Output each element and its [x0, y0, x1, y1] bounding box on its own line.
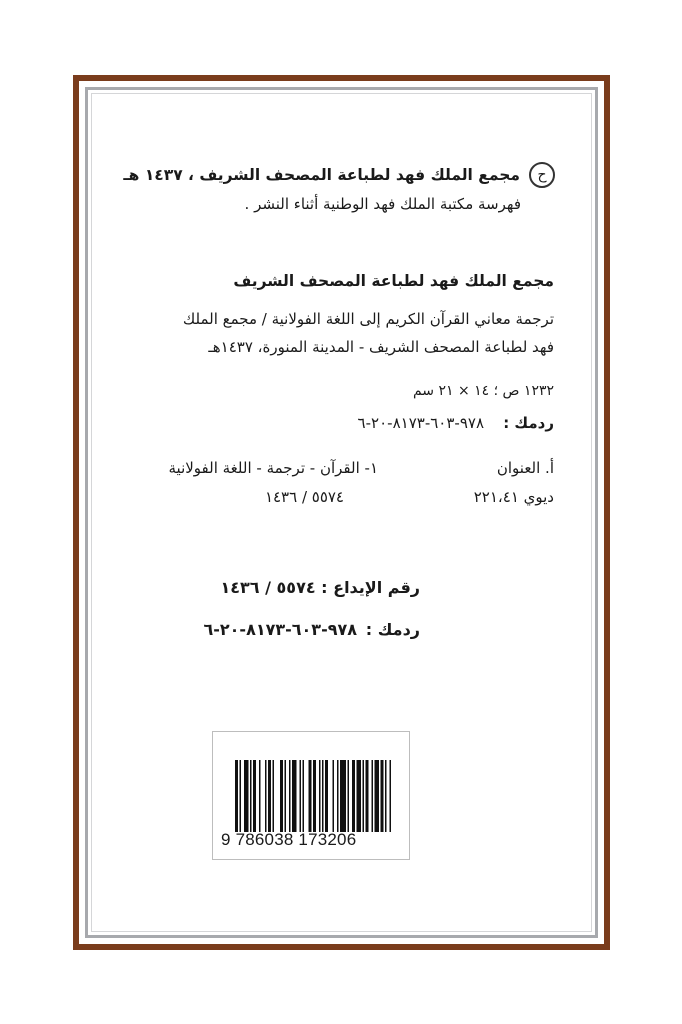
barcode-number: 9 786038 173206: [221, 830, 357, 849]
barcode: [212, 731, 410, 860]
dewey-class: ديوي ٢٢١،٤١: [473, 488, 554, 506]
title-entry: أ. العنوان: [496, 459, 554, 477]
copyright-line: مجمع الملك فهد لطباعة المصحف الشريف ، ١٤٣٧ هـ: [123, 166, 520, 184]
isbn-label: ردمك :: [503, 414, 554, 432]
dewey-number: ٥٥٧٤ / ١٤٣٦: [264, 488, 344, 506]
catalog-line: فهرسة مكتبة الملك فهد الوطنية أثناء النشر .: [244, 195, 521, 213]
deposit-number: رقم الإيداع : ٥٥٧٤ / ١٤٣٦: [220, 578, 420, 597]
pages-size: ١٢٣٢ ص ؛ ١٤ × ٢١ سم: [412, 383, 554, 399]
subjects-line: ١- القرآن - ترجمة - اللغة الفولانية: [168, 459, 378, 477]
title-line-2: فهد لطباعة المصحف الشريف - المدينة المنورة، ١٤٣٧هـ: [208, 338, 554, 356]
isbn-value: ٩٧٨-٦٠٣-٨١٧٣-٢٠-٦: [357, 414, 484, 432]
copyright-symbol: ح: [529, 162, 555, 188]
deposit-isbn-value: ٩٧٨-٦٠٣-٨١٧٣-٢٠-٦: [203, 620, 357, 639]
barcode-bars: [235, 760, 395, 832]
author-line: مجمع الملك فهد لطباعة المصحف الشريف: [233, 272, 554, 290]
title-line-1: ترجمة معاني القرآن الكريم إلى اللغة الفولانية / مجمع الملك: [182, 310, 554, 328]
deposit-isbn-label: ردمك :: [365, 620, 420, 639]
